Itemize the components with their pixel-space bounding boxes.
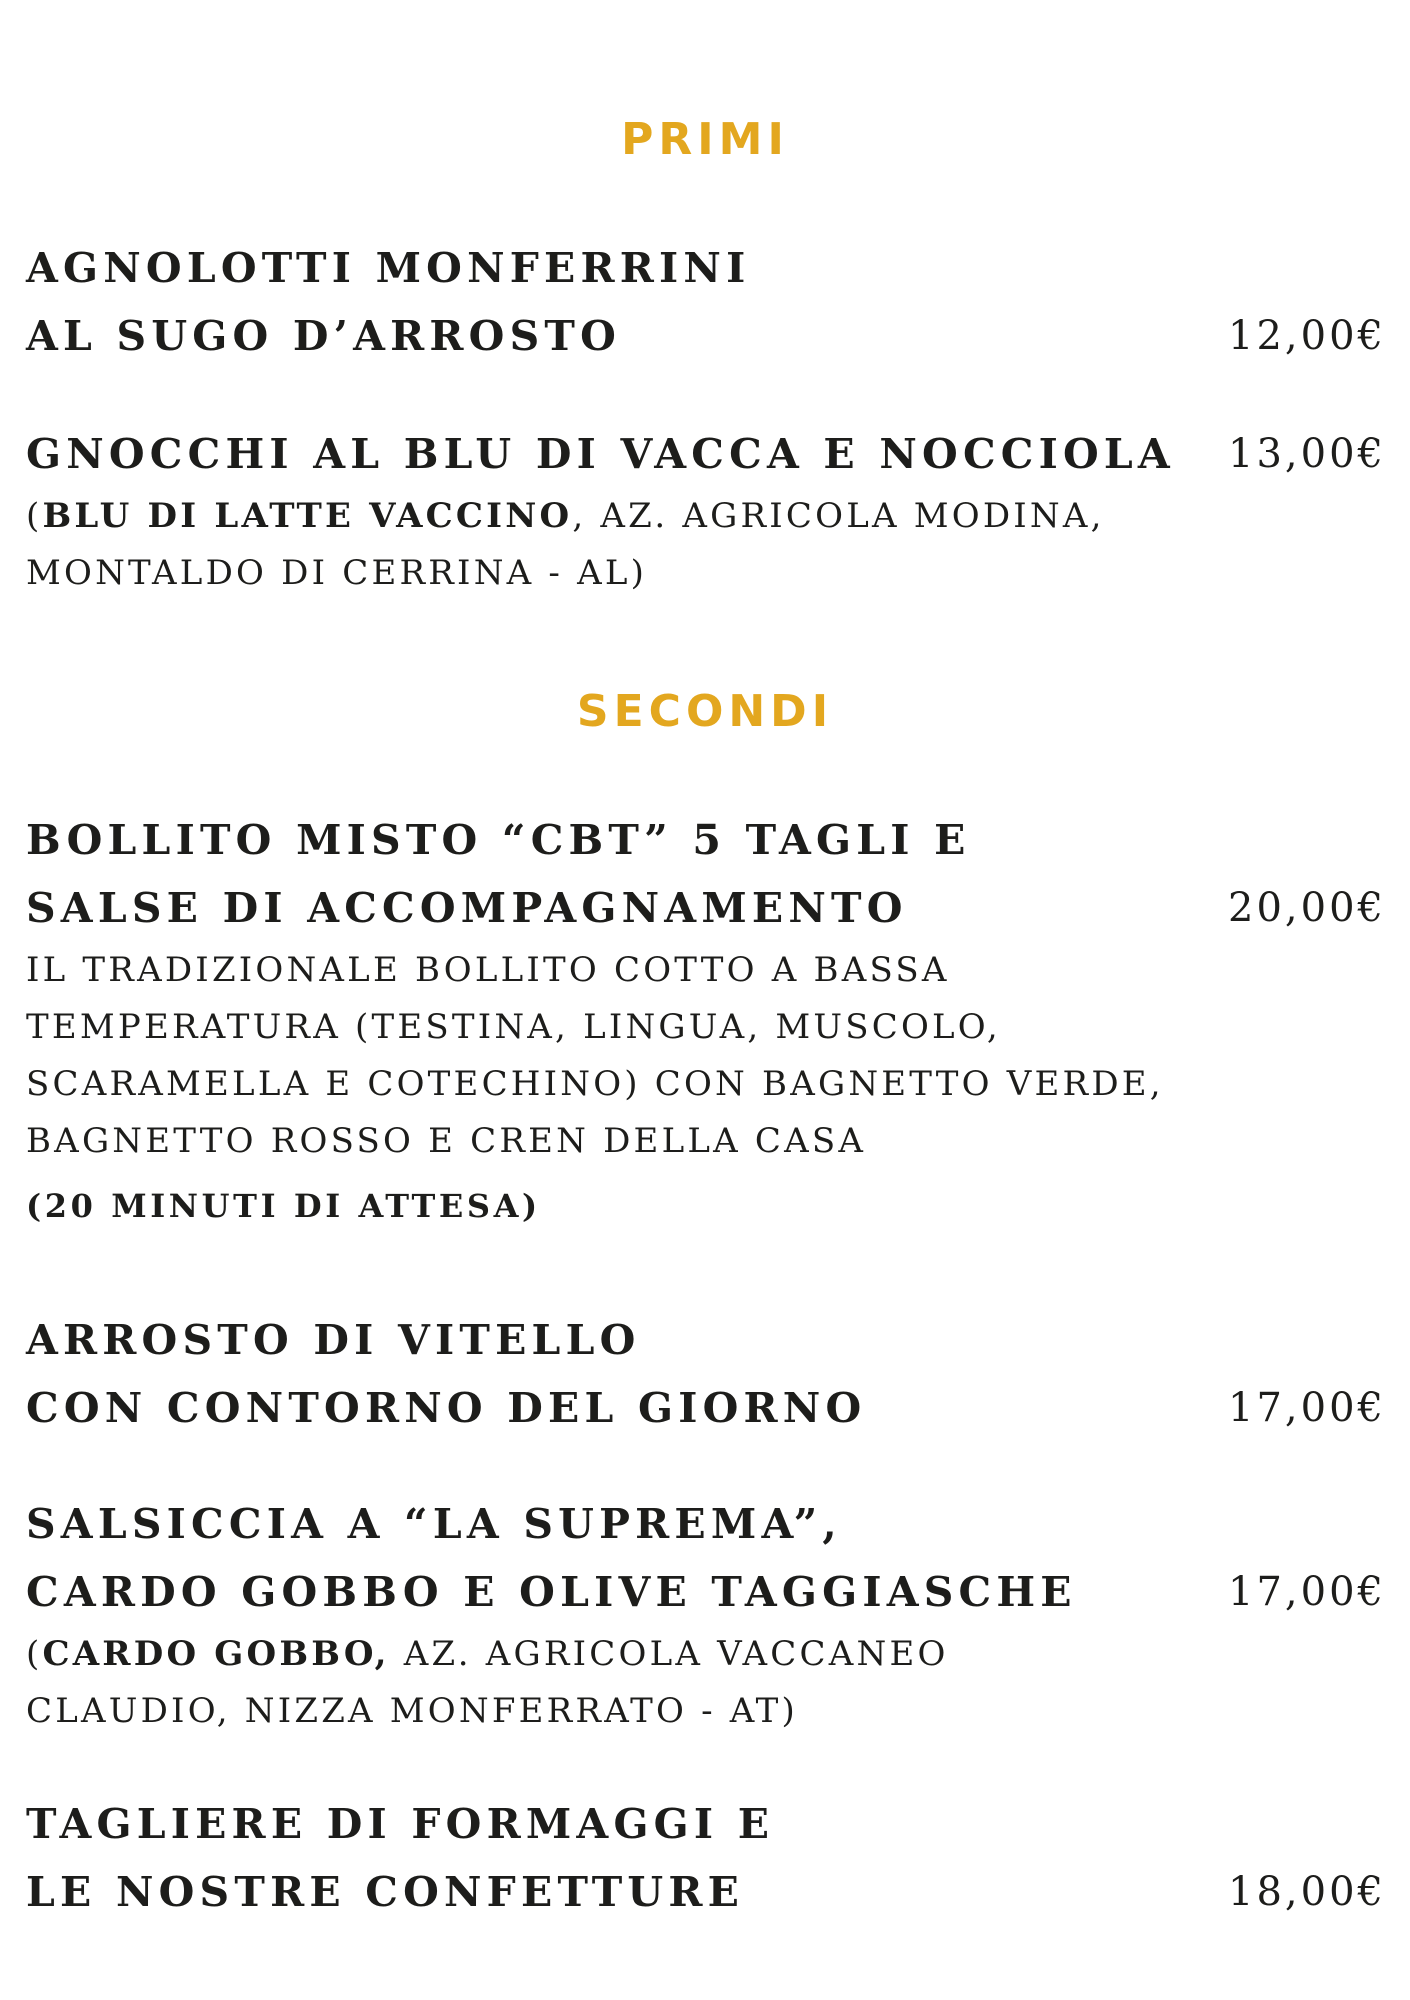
dish-price: 20,00€ xyxy=(1228,885,1386,931)
dish-description-line: MONTALDO DI CERRINA - AL) xyxy=(26,553,648,593)
dish-tagliere-formaggi xyxy=(26,1790,1386,1926)
dish-description-line: BAGNETTO ROSSO E CREN DELLA CASA xyxy=(26,1121,867,1161)
dish-name-line: CON CONTORNO DEL GIORNO xyxy=(26,1384,867,1432)
dish-price: 12,00€ xyxy=(1228,313,1386,359)
dish-name-line: BOLLITO MISTO “CBT” 5 TAGLI E xyxy=(26,816,971,864)
dish-name-line: TAGLIERE DI FORMAGGI E xyxy=(26,1800,775,1848)
dish-agnolotti xyxy=(26,234,1386,370)
waiting-time-note: (20 MINUTI DI ATTESA) xyxy=(26,1187,541,1225)
dish-price: 18,00€ xyxy=(1228,1869,1386,1915)
section-title-primi: PRIMI xyxy=(621,114,789,165)
dish-description-line: CLAUDIO, NIZZA MONFERRATO - AT) xyxy=(26,1691,799,1731)
dish-name-line: SALSICCIA A “LA SUPREMA”, xyxy=(26,1500,842,1548)
dish-salsiccia xyxy=(26,1490,1386,1740)
dish-description: (BLU DI LATTE VACCINO, AZ. AGRICOLA MODINA, xyxy=(26,496,1105,536)
dish-gnocchi xyxy=(26,420,1386,602)
dish-name-line: ARROSTO DI VITELLO xyxy=(26,1316,641,1364)
dish-name-line: AL SUGO D’ARROSTO xyxy=(26,312,622,360)
producer-name: BLU DI LATTE VACCINO xyxy=(42,496,573,536)
dish-description-line: SCARAMELLA E COTECHINO) CON BAGNETTO VERDE, xyxy=(26,1064,1164,1104)
dish-name-line: GNOCCHI AL BLU DI VACCA E NOCCIOLA xyxy=(26,430,1175,478)
dish-price: 17,00€ xyxy=(1228,1385,1386,1431)
dish-name-line: AGNOLOTTI MONFERRINI xyxy=(26,244,751,292)
dish-price: 17,00€ xyxy=(1228,1569,1386,1615)
dish-name-line: LE NOSTRE CONFETTURE xyxy=(26,1868,745,1916)
dish-price: 13,00€ xyxy=(1228,431,1386,477)
dish-name-line: SALSE DI ACCOMPAGNAMENTO xyxy=(26,884,908,932)
dish-description-line: TEMPERATURA (TESTINA, LINGUA, MUSCOLO, xyxy=(26,1007,1001,1047)
dish-bollito-misto xyxy=(26,806,1386,1230)
dish-arrosto-vitello xyxy=(26,1306,1386,1442)
dish-description-line: IL TRADIZIONALE BOLLITO COTTO A BASSA xyxy=(26,950,950,990)
producer-name: CARDO GOBBO, xyxy=(42,1634,390,1674)
dish-description: (CARDO GOBBO, AZ. AGRICOLA VACCANEO xyxy=(26,1634,949,1674)
dish-name-line: CARDO GOBBO E OLIVE TAGGIASCHE xyxy=(26,1568,1077,1616)
section-title-secondi: SECONDI xyxy=(576,686,834,737)
